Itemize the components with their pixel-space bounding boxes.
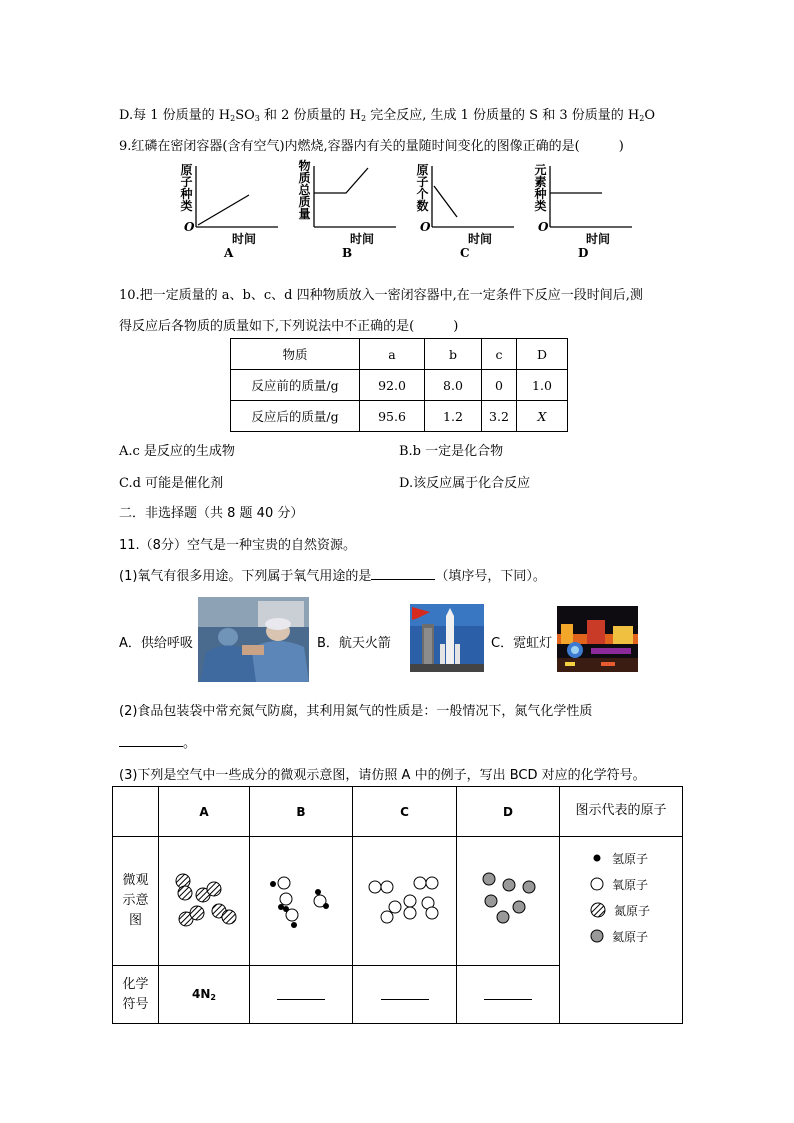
graph-b[interactable]	[296, 160, 406, 260]
surgery-photo	[198, 597, 309, 682]
graph-c-ylabel: 原子个数	[416, 163, 429, 213]
formula-b-cell	[250, 966, 353, 1024]
table-row	[231, 401, 568, 432]
formula-a: $4N_2$	[159, 966, 250, 1024]
graph-b-xlabel: 时间	[350, 232, 375, 246]
q11-part1-answer-blank[interactable]	[371, 565, 435, 580]
diagram-b-molecules	[250, 837, 352, 961]
section-heading: 二．非选择题（共 8 题 40 分）	[119, 506, 304, 521]
legend-h: 氢原子	[590, 845, 682, 871]
diagram-a-n2-molecules	[159, 837, 249, 961]
table-cell: 反应后的质量/g	[231, 401, 360, 432]
q11-part1: (1)氧气有很多用途。下列属于氧气用途的是 （填序号，下同）。	[119, 565, 546, 584]
q10-mass-table	[230, 338, 568, 432]
formula-b-blank[interactable]	[277, 985, 325, 1000]
table-header: A	[159, 787, 250, 837]
graph-b-letter: B	[342, 246, 353, 260]
diagram-a-cell	[159, 837, 250, 966]
q8-option-d: D.每 1 份质量的 $H_2SO_3$ 和 2 份质量的 $H_2$ 完全反应, 生成 1 份质量的 S 和 3 份质量的 $H_2O$	[119, 108, 655, 123]
graph-c-origin: O	[420, 220, 431, 234]
graph-a-xlabel: 时间	[232, 232, 257, 246]
table-cell: 92.0	[360, 370, 425, 401]
legend-n: 氮原子	[590, 897, 682, 923]
micro-diagram-table	[112, 786, 683, 1024]
he-atom-icon	[590, 929, 604, 943]
table-cell: 1.0	[517, 370, 568, 401]
q10-option-c[interactable]: C.d 可能是催化剂	[119, 476, 224, 491]
h-atom-icon	[590, 851, 604, 865]
row-label-formula: 化学符号	[113, 966, 159, 1024]
rocket-photo	[410, 604, 484, 672]
table-cell: 0	[482, 370, 517, 401]
q10-option-b[interactable]: B.b 一定是化合物	[399, 444, 504, 459]
graph-d-xlabel: 时间	[586, 232, 611, 246]
table-row	[113, 837, 683, 966]
q9-stem: 9.红磷在密闭容器(含有空气)内燃烧,容器内有关的量随时间变化的图像正确的是( )	[119, 139, 624, 154]
diagram-c-o-atoms	[353, 837, 456, 961]
graph-d-ylabel: 元素种类	[534, 163, 547, 213]
graph-d[interactable]	[532, 160, 642, 260]
diagram-d-cell	[457, 837, 560, 966]
graph-c-letter: C	[460, 246, 470, 260]
q10-option-d[interactable]: D.该反应属于化合反应	[399, 476, 531, 491]
legend-he: 氦原子	[590, 923, 682, 949]
table-cell: X	[517, 401, 568, 432]
table-corner	[113, 787, 159, 837]
q10-stem-2: 得反应后各物质的质量如下,下列说法中不正确的是( )	[119, 319, 459, 334]
table-header: B	[250, 787, 353, 837]
formula-d-cell	[457, 966, 560, 1024]
formula-c-cell	[353, 966, 457, 1024]
graph-a-letter: A	[224, 246, 234, 260]
table-cell: 95.6	[360, 401, 425, 432]
q11-part2-answer-blank[interactable]	[119, 732, 183, 747]
table-header: a	[360, 339, 425, 370]
graph-d-letter: D	[578, 246, 589, 260]
n-atom-icon	[590, 902, 606, 918]
table-row	[113, 787, 683, 837]
row-label-micro: 微观示意图	[113, 837, 159, 966]
table-cell: 反应前的质量/g	[231, 370, 360, 401]
legend-cell	[560, 837, 683, 1024]
table-header: D	[517, 339, 568, 370]
table-header: c	[482, 339, 517, 370]
table-cell: 8.0	[425, 370, 482, 401]
table-row	[231, 339, 568, 370]
table-header: 物质	[231, 339, 360, 370]
table-header: D	[457, 787, 560, 837]
formula-c-blank[interactable]	[381, 985, 429, 1000]
o-atom-icon	[590, 877, 604, 891]
use-option-a[interactable]: A．供给呼吸	[119, 636, 193, 651]
q11-part2: (2)食品包装袋中常充氮气防腐，其利用氮气的性质是：一般情况下，氮气化学性质	[119, 704, 593, 719]
diagram-d-he-atoms	[457, 837, 559, 961]
use-option-b[interactable]: B．航天火箭	[317, 636, 391, 651]
use-option-c[interactable]: C．霓虹灯	[491, 636, 553, 651]
legend-o: 氧原子	[590, 871, 682, 897]
diagram-c-cell	[353, 837, 457, 966]
q11-part3: (3)下列是空气中一些成分的微观示意图，请仿照 A 中的例子，写出 BCD 对应的化学符号。	[119, 768, 646, 783]
table-header: C	[353, 787, 457, 837]
graph-b-ylabel: 物质总质量	[298, 159, 311, 221]
graph-a-origin: O	[184, 220, 195, 234]
table-cell: 1.2	[425, 401, 482, 432]
table-header: b	[425, 339, 482, 370]
graph-a-ylabel: 原子种类	[180, 163, 193, 213]
graph-d-origin: O	[538, 220, 549, 234]
graph-c[interactable]	[414, 160, 524, 260]
formula-d-blank[interactable]	[484, 985, 532, 1000]
diagram-b-cell	[250, 837, 353, 966]
neon-photo	[557, 606, 638, 672]
q10-stem-1: 10.把一定质量的 a、b、c、d 四种物质放入一密闭容器中,在一定条件下反应一段时间后,测	[119, 288, 643, 303]
q11-part2-line2: 。	[119, 732, 196, 751]
table-cell: 3.2	[482, 401, 517, 432]
table-header: 图示代表的原子	[560, 787, 683, 837]
graph-a[interactable]	[178, 160, 288, 260]
graph-c-xlabel: 时间	[468, 232, 493, 246]
q10-option-a[interactable]: A.c 是反应的生成物	[119, 444, 235, 459]
q11-stem: 11.（8分）空气是一种宝贵的自然资源。	[119, 538, 356, 553]
table-row	[231, 370, 568, 401]
